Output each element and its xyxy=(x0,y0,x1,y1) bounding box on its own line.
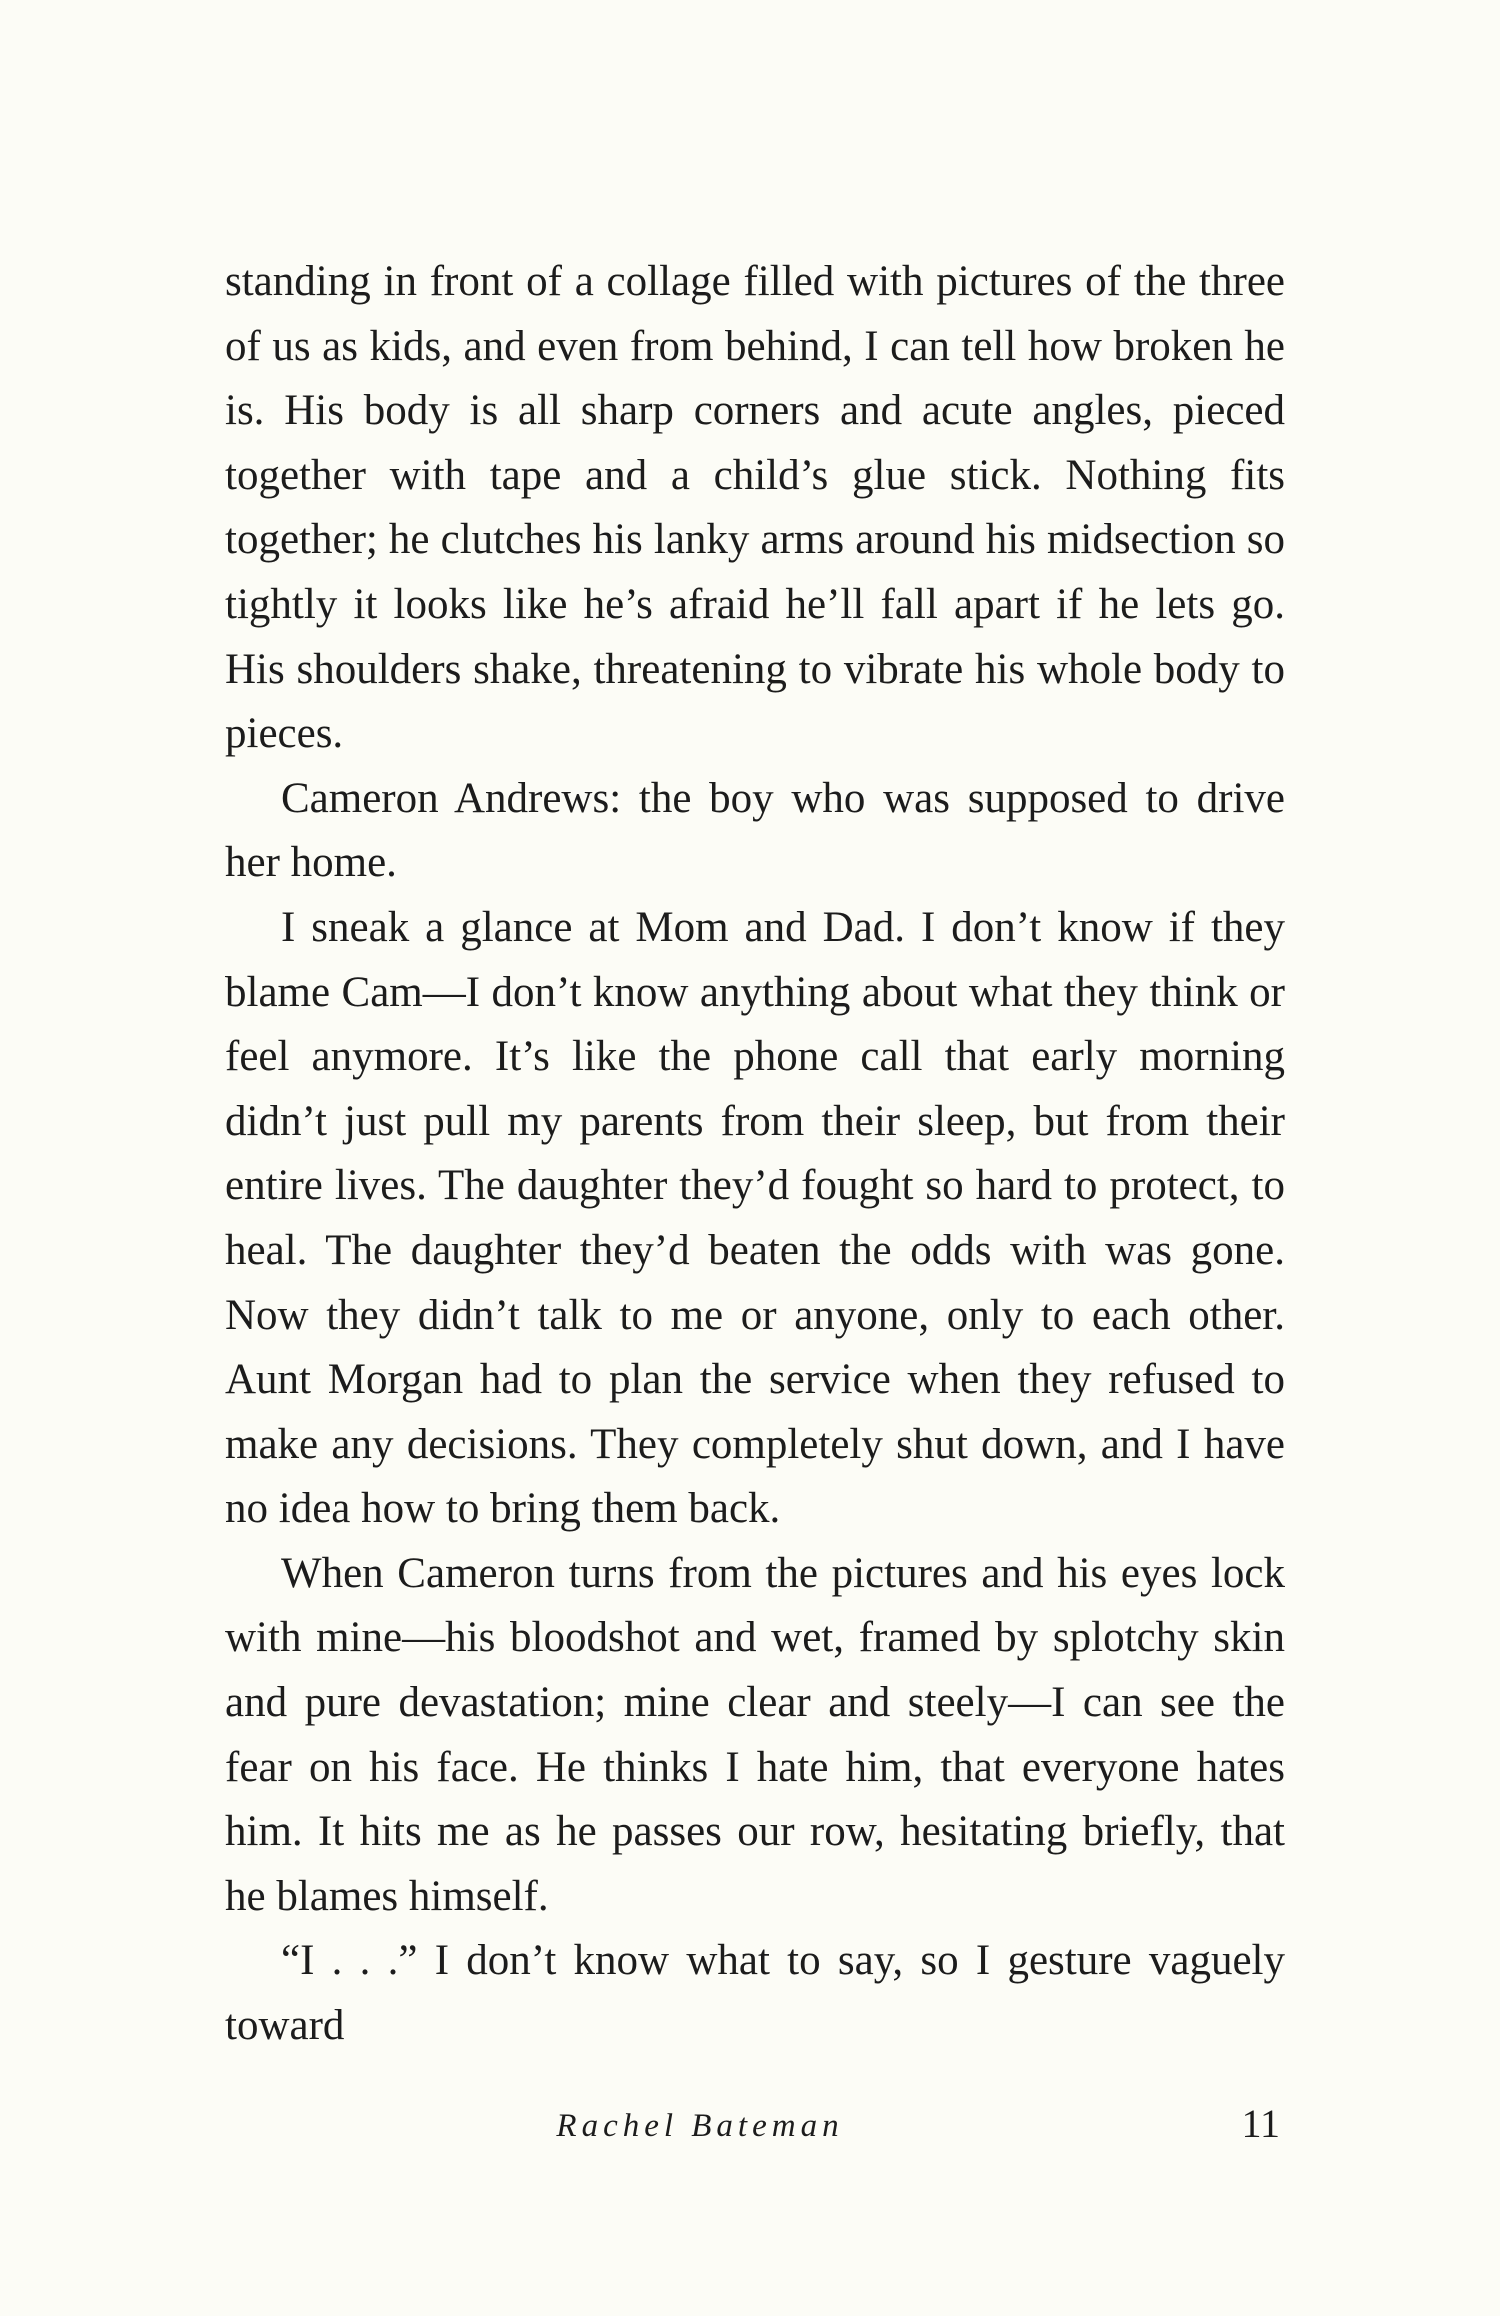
running-footer-author: Rachel Bateman xyxy=(556,2108,844,2144)
paragraph-4: When Cameron turns from the pictures and his eyes lock with mine—his bloodshot and wet, framed by splotchy skin and pure devastation; mine clear and steely—I can see the fear on his face. He thinks I hate him, that everyone hates him. It hits me as he passes our row, hesitating briefly, that he blames himself. xyxy=(225,1549,1285,1920)
body-text xyxy=(225,250,1285,2059)
paragraph-1: standing in front of a collage filled with pictures of the three of us as kids, and even from behind, I can tell how broken he is. His body is all sharp corners and acute angles, pieced together with tape and a child’s glue stick. Nothing fits together; he clutches his lanky arms around his midsection so tightly it looks like he’s afraid he’ll fall apart if he lets go. His shoulders shake, threatening to vibrate his whole body to pieces. xyxy=(225,258,1285,758)
paragraph-3: I sneak a glance at Mom and Dad. I don’t know if they blame Cam—I don’t know anything about what they think or feel anymore. It’s like the phone call that early morning didn’t just pull my parents from their sleep, but from their entire lives. The daughter they’d fought so hard to protect, to heal. The daughter they’d beaten the odds with was gone. Now they didn’t talk to me or anyone, only to each other. Aunt Morgan had to plan the service when they refused to make any decisions. They completely shut down, and I have no idea how to bring them back. xyxy=(225,903,1285,1533)
paragraph-5: “I . . .” I don’t know what to say, so I gesture vaguely toward xyxy=(225,1937,1285,2050)
page-number: 11 xyxy=(1241,2101,1280,2146)
paragraph-2: Cameron Andrews: the boy who was supposed to drive her home. xyxy=(225,774,1285,887)
